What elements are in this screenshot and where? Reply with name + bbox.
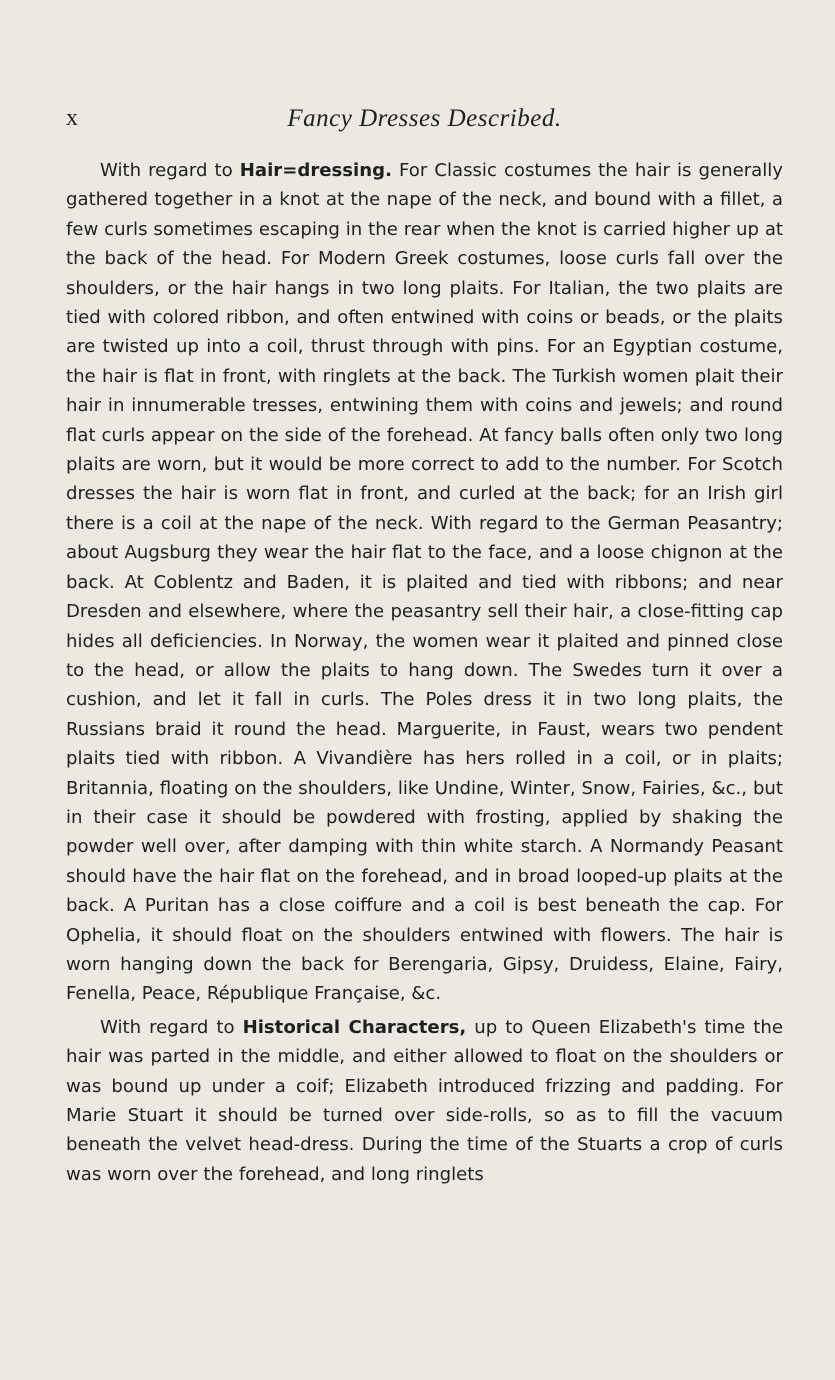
paragraph-lead: With regard to bbox=[100, 160, 240, 181]
page-header bbox=[66, 105, 783, 137]
section-heading-historical-characters: Historical Characters, bbox=[242, 1016, 467, 1038]
paragraph-text: up to Queen Elizabeth's time the hair was parted in the middle, and either allowed to float on the shoulders or was bound up under a coif; Elizabeth introduced frizzing and padding. For Marie Stuart it should be turned over side-rolls, so as to fill the vacuum beneath the velvet head-dress. During the time of the Stuarts a crop of curls was worn over the forehead, and long ringlets bbox=[66, 1016, 783, 1185]
section-heading-hair-dressing: Hair=dressing. bbox=[239, 160, 392, 181]
page-number: x bbox=[66, 105, 79, 131]
body-text bbox=[66, 156, 783, 1189]
paragraph-historical-characters bbox=[66, 1013, 783, 1189]
paragraph-hair-dressing bbox=[66, 156, 783, 1009]
paragraph-lead: With regard to bbox=[100, 1016, 243, 1038]
paragraph-text: For Classic costumes the hair is generally gathered together in a knot at the nape of the neck, and bound with a fillet, a few curls sometimes escaping in the rear when the knot is carried higher up at the back of the head. For Modern Greek costumes, loose curls fall over the shoulders, or the hair hangs in two long plaits. For Italian, the two plaits are tied with colored ribbon, and often entwined with coins or beads, or the plaits are twisted up into a coil, thrust through with pins. For an Egyptian costume, the hair is flat in front, with ringlets at the back. The Turkish women plait their hair in innumerable tresses, entwining them with coins and jewels; and round flat curls appear on the side of the forehead. At fancy balls often only two long plaits are worn, but it would be more correct to add to the number. For Scotch dresses the hair is worn flat in front, and curled at the back; for an Irish girl there is a coil at the nape of the neck. With regard to the German Peasantry; about Augsburg they wear the hair flat to the face, and a loose chignon at the back. At Coblentz and Baden, it is plaited and tied with ribbons; and near Dresden and elsewhere, where the peasantry sell their hair, a close-fitting cap hides all deficiencies. In Norway, the women wear it plaited and pinned close to the head, or allow the plaits to hang down. The Swedes turn it over a cushion, and let it fall in curls. The Poles dress it in two long plaits, the Russians braid it round the head. Marguerite, in Faust, wears two pendent plaits tied with ribbon. A Vivandière has hers rolled in a coil, or in plaits; Britannia, floating on the shoulders, like Undine, Winter, Snow, Fairies, &c., but in their case it should be powdered with frosting, applied by shaking the powder well over, after damping with thin white starch. A Normandy Peasant should have the hair flat on the forehead, and in broad looped-up plaits at the back. A Puritan has a close coiffure and a coil is best beneath the cap. For Ophelia, it should float on the shoulders entwined with flowers. The hair is worn hanging down the back for Berengaria, Gipsy, Druidess, Elaine, Fairy, Fenella, Peace, République Française, &c. bbox=[66, 160, 783, 1005]
running-title: Fancy Dresses Described. bbox=[287, 105, 562, 132]
